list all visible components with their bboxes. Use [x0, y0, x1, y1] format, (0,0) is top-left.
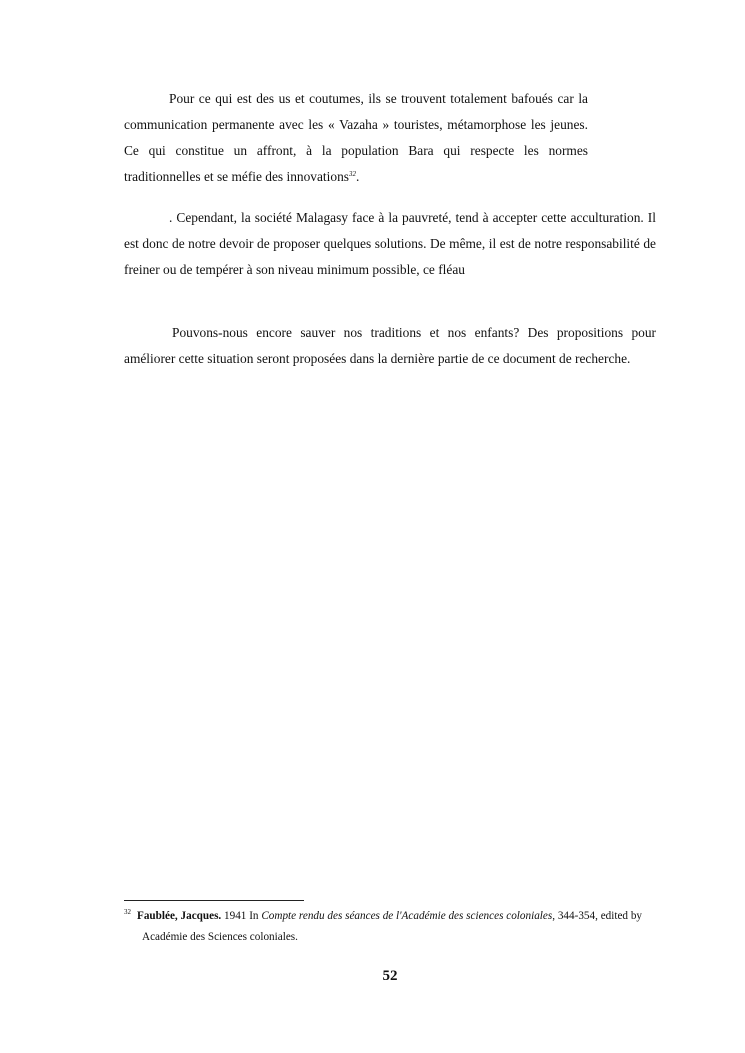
footnote-title: Compte rendu des séances de l'Académie des sciences coloniales [261, 910, 553, 922]
footnote-rest: , 344-354, edited by Académie des Sciences coloniales. [142, 910, 643, 943]
footnote-number: 32 [124, 908, 131, 916]
footnote [124, 906, 662, 948]
footnote-separator [124, 900, 304, 901]
paragraph-customs-text: Pour ce qui est des us et coutumes, ils se trouvent totalement bafoués car la communication permanente avec les « Vazaha » touristes, métamorphose les jeunes. Ce qui constitue un affront, à la population Bara qui respecte les normes traditionnelles et se méfie des innovations [124, 91, 588, 184]
paragraph-customs [124, 86, 588, 190]
footnote-year: 1941 In [221, 910, 262, 922]
page-number: 52 [382, 968, 398, 984]
paragraph-customs-end: . [355, 169, 360, 184]
paragraph-acculturation: . Cependant, la société Malagasy face à la pauvreté, tend à accepter cette acculturation. Il est donc de notre devoir de proposer quelques solutions. De même, il est de notre responsabilité de freiner ou de tempérer à son niveau minimum possible, ce fléau [124, 210, 656, 277]
footnote-ref-32[interactable]: 32 [348, 170, 356, 178]
footnote-author: Faublée, Jacques. [137, 910, 222, 922]
paragraph-question: Pouvons-nous encore sauver nos traditions et nos enfants? Des propositions pour améliorer cette situation seront proposées dans la dernière partie de ce document de recherche. [124, 325, 656, 366]
